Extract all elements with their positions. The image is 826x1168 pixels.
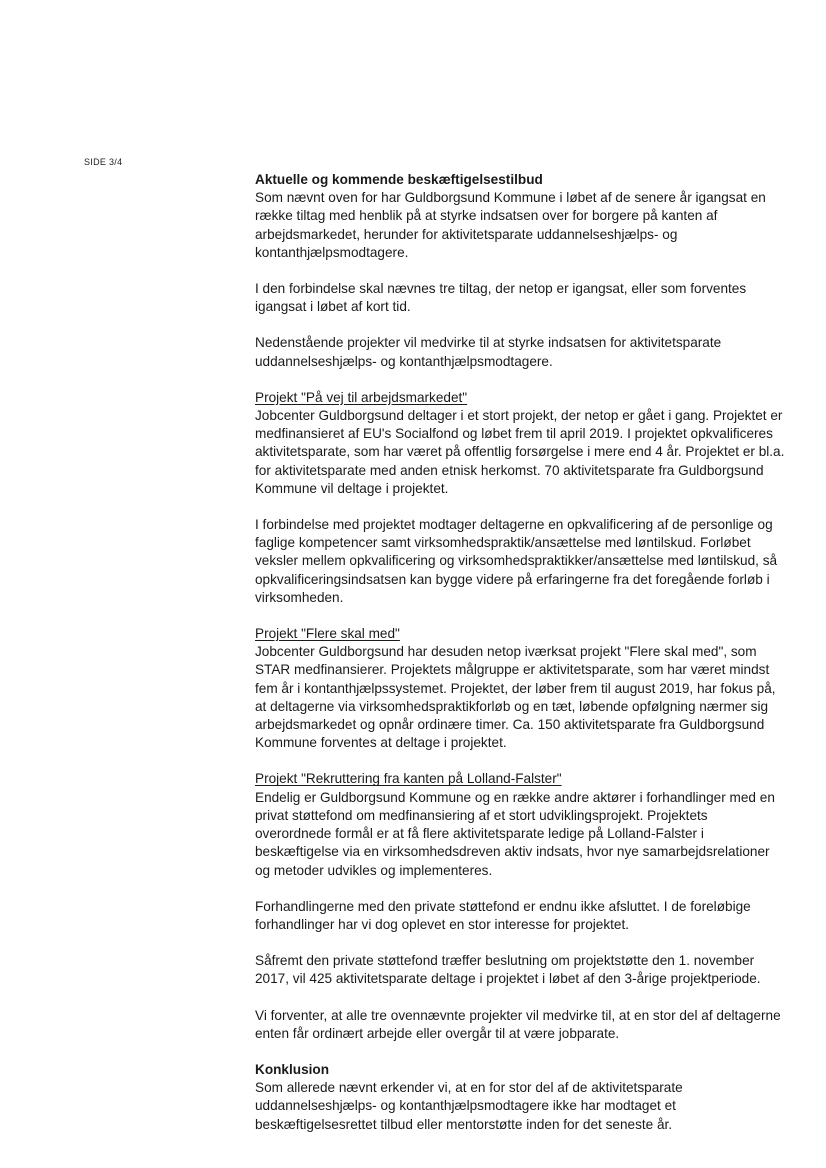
document-body (255, 171, 785, 1134)
paragraph: Vi forventer, at alle tre ovennævnte projekter vil medvirke til, at en stor del af deltagerne enten får ordinært arbejde eller overgår til at være jobparate. (255, 1007, 781, 1041)
paragraph: Forhandlingerne med den private støttefond er endnu ikke afsluttet. I de foreløbige forhandlinger har vi dog oplevet en stor interesse for projektet. (255, 898, 751, 932)
paragraph: Nedenstående projekter vil medvirke til at styrke indsatsen for aktivitetsparate uddannelseshjælps- og kontanthjælpsmodtagere. (255, 335, 722, 369)
paragraph: Jobcenter Guldborgsund deltager i et stort projekt, der netop er gået i gang. Projektet er medfinansieret af EU's Socialfond og løbet frem til april 2019. I projektet opkvalificeres aktivitetsparate, som har været på offentlig forsørgelse i mere end 4 år. Projektet er bl.a. for aktivitetsparate med anden etnisk herkomst. 70 aktivitetsparate fra Guldborgsund Kommune vil deltage i projektet. (255, 408, 785, 496)
paragraph: Såfremt den private støttefond træffer beslutning om projektstøtte den 1. november 2017, vil 425 aktivitetsparate deltage i projektet i løbet af den 3-årige projektperiode. (255, 953, 761, 987)
conclusion-heading: Konklusion (255, 1061, 330, 1077)
paragraph: Jobcenter Guldborgsund har desuden netop iværksat projekt "Flere skal med", som STAR medfinansierer. Projektets målgruppe er aktivitetsparate, som har været mindst fem år i kontanthjælpssystemet. Projektet, der løber frem til august 2019, har fokus på, at deltagerne via virksomhedspraktikforløb og en tæt, løbende opfølgning nærmer sig arbejdsmarkedet og opnår ordinære timer. Ca. 150 aktivitetsparate fra Guldborgsund Kommune forventes at deltage i projektet. (255, 644, 776, 751)
paragraph: Som nævnt oven for har Guldborgsund Kommune i løbet af de senere år igangsat en række tiltag med henblik på at styrke indsatsen over for borgere på kanten af arbejdsmarkedet, herunder for aktivitetsparate uddannelseshjælps- og kontanthjælpsmodtagere. (255, 190, 766, 260)
page-number-label: SIDE 3/4 (84, 157, 123, 167)
paragraph: Endelig er Guldborgsund Kommune og en række andre aktører i forhandlinger med en privat støttefond om medfinansiering af et stort udviklingsprojekt. Projektets overordnede formål er at få flere aktivitetsparate ledige på Lolland-Falster i beskæftigelse via en virksomhedsdreven aktiv indsats, hvor nye samarbejdsrelationer og metoder udvikles og implementeres. (255, 789, 775, 878)
project-heading-paa-vej: Projekt "På vej til arbejdsmarkedet" (255, 389, 468, 405)
paragraph: I forbindelse med projektet modtager deltagerne en opkvalificering af de personlige og faglige kompetencer samt virksomhedspraktik/ansættelse med løntilskud. Forløbet veksler mellem opkvalificering og virksomhedspraktikker/ansættelse med løntilskud, så opkvalificeringsindsatsen kan bygge videre på erfaringerne fra det foregående forløb i virksomheden. (255, 517, 778, 605)
section-heading: Aktuelle og kommende beskæftigelsestilbud (255, 172, 543, 187)
paragraph: Som allerede nævnt erkender vi, at en for stor del af de aktivitetsparate uddannelseshjælps- og kontanthjælpsmodtagere ikke har modtaget et beskæftigelsesrettet tilbud eller mentorstøtte inden for det seneste år. (255, 1080, 683, 1132)
project-heading-flere-skal-med: Projekt "Flere skal med" (255, 626, 400, 642)
project-heading-rekruttering: Projekt "Rekruttering fra kanten på Lolland-Falster" (255, 771, 562, 787)
paragraph: I den forbindelse skal nævnes tre tiltag, der netop er igangsat, eller som forventes igangsat i løbet af kort tid. (255, 281, 747, 315)
